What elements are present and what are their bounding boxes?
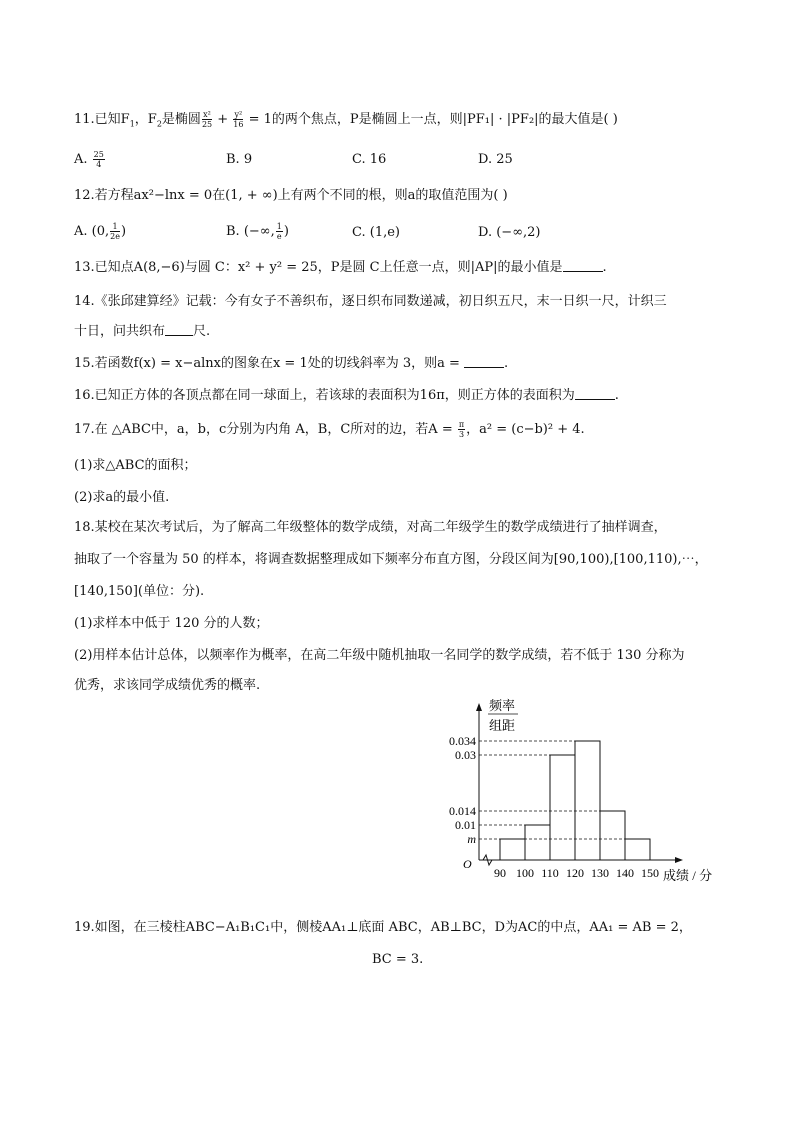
question-12: 12.若方程ax²−lnx = 0在(1, + ∞)上有两个不同的根，则a的取值范围为( ) <box>74 188 508 203</box>
q11-fraction-y: $\frac{\text{y²}}{16}$ <box>233 110 244 129</box>
q11-option-d: D. 25 <box>478 152 513 167</box>
y-tick-label: 0.034 <box>449 734 476 748</box>
q12-option-d: D. (−∞,2) <box>478 225 541 240</box>
question-17-part2: (2)求a的最小值. <box>74 490 170 505</box>
histogram-bar <box>550 755 575 860</box>
x-tick-label: 110 <box>541 866 559 880</box>
q12-option-b: B. (−∞, $\frac{1}{e}$ ) <box>226 222 289 241</box>
question-18-line1: 18.某校在某次考试后，为了解高二年级整体的数学成绩，对高二年级学生的数学成绩进行了抽样调查， <box>74 520 667 535</box>
y-axis-arrow <box>476 703 482 711</box>
answer-blank <box>575 387 615 400</box>
q11-plus: + <box>213 112 233 127</box>
question-14-line1: 14.《张邱建算经》记载：今有女子不善织布，逐日织布同数递减，初日织五尺，末一日织一尺，计织三 <box>74 294 667 309</box>
x-tick-label: 140 <box>616 866 634 880</box>
x-tick-label: 120 <box>566 866 584 880</box>
q11-prefix: 11.已知F <box>74 112 130 127</box>
histogram-bar <box>575 741 600 860</box>
question-18-part2-line2: 优秀，求该同学成绩优秀的概率. <box>74 678 261 693</box>
origin-label: O <box>463 857 472 871</box>
x-axis-label: 成绩 / 分 <box>663 868 713 883</box>
y-tick-label: m <box>467 832 476 846</box>
question-14-line2: 十日，问共织布 尺. <box>74 324 211 339</box>
q11-sub2: 2 <box>156 119 162 129</box>
q11-fraction-x: $\frac{\text{x²}}{25}$ <box>201 110 213 129</box>
histogram-bar <box>525 825 550 860</box>
q12-option-c: C. (1,e) <box>352 225 400 240</box>
y-label-bottom: 组距 <box>489 718 516 733</box>
x-tick-label: 130 <box>591 866 609 880</box>
answer-blank <box>563 259 603 272</box>
y-tick-label: 0.014 <box>449 804 476 818</box>
question-19-line1: 19.如图，在三棱柱ABC−A₁B₁C₁中，侧棱AA₁⊥底面 ABC，AB⊥BC，D为AC的中点，AA₁ = AB = 2， <box>74 920 692 935</box>
question-18-part1: (1)求样本中低于 120 分的人数； <box>74 616 269 631</box>
y-tick-label: 0.01 <box>455 818 476 832</box>
histogram-bar <box>500 839 525 860</box>
question-18-part2-line1: (2)用样本估计总体，以频率作为概率，在高二年级中随机抽取一名同学的数学成绩，若不低于 130 分称为 <box>74 648 685 663</box>
answer-blank <box>464 355 504 368</box>
histogram-bar <box>600 811 625 860</box>
question-17: 17.在 △ABC中，a，b，c分别为内角 A，B，C所对的边，若A = $\frac{\pi}{3}$ ，a² = (c−b)² + 4. <box>74 420 585 439</box>
q11-mid: 是椭圆 <box>161 112 201 127</box>
question-18-line3: [140,150](单位：分). <box>74 584 205 599</box>
y-label-top: 频率 <box>489 698 516 713</box>
q12-option-a: A. (0, $\frac{1}{2e}$ ) <box>74 222 127 241</box>
answer-blank <box>165 323 193 336</box>
q11-tail: = 1的两个焦点，P是椭圆上一点，则|PF₁| · |PF₂|的最大值是( ) <box>244 112 618 127</box>
q11-sep: ，F <box>134 112 157 127</box>
question-17-part1: (1)求△ABC的面积； <box>74 458 197 473</box>
q11-option-b: B. 9 <box>226 152 253 167</box>
frequency-histogram <box>449 698 725 890</box>
question-18-line2: 抽取了一个容量为 50 的样本，将调查数据整理成如下频率分布直方图，分段区间为[90,100),[100,110),⋯， <box>74 552 708 567</box>
x-tick-label: 90 <box>494 866 506 880</box>
question-11 <box>74 110 618 135</box>
y-tick-label: 0.03 <box>455 748 476 762</box>
q11-sub1: 1 <box>129 119 135 129</box>
q17-fraction: $\frac{\pi}{3}$ <box>458 420 465 439</box>
q11-option-a: A. $\frac{25}{4}$ <box>74 150 104 169</box>
histogram-bar <box>625 839 650 860</box>
question-13: 13.已知点A(8,−6)与圆 C：x² + y² = 25，P是圆 C上任意一点，则|AP|的最小值是 . <box>74 260 607 275</box>
question-19-line2: BC = 3. <box>372 952 424 967</box>
q11-option-c: C. 16 <box>352 152 387 167</box>
x-axis-arrow <box>675 857 683 863</box>
question-15: 15.若函数f(x) = x−alnx的图象在x = 1处的切线斜率为 3，则a = . <box>74 356 509 371</box>
question-16: 16.已知正方体的各顶点都在同一球面上，若该球的表面积为16π，则正方体的表面积为 . <box>74 388 619 403</box>
x-tick-label: 100 <box>516 866 534 880</box>
x-tick-label: 150 <box>641 866 659 880</box>
